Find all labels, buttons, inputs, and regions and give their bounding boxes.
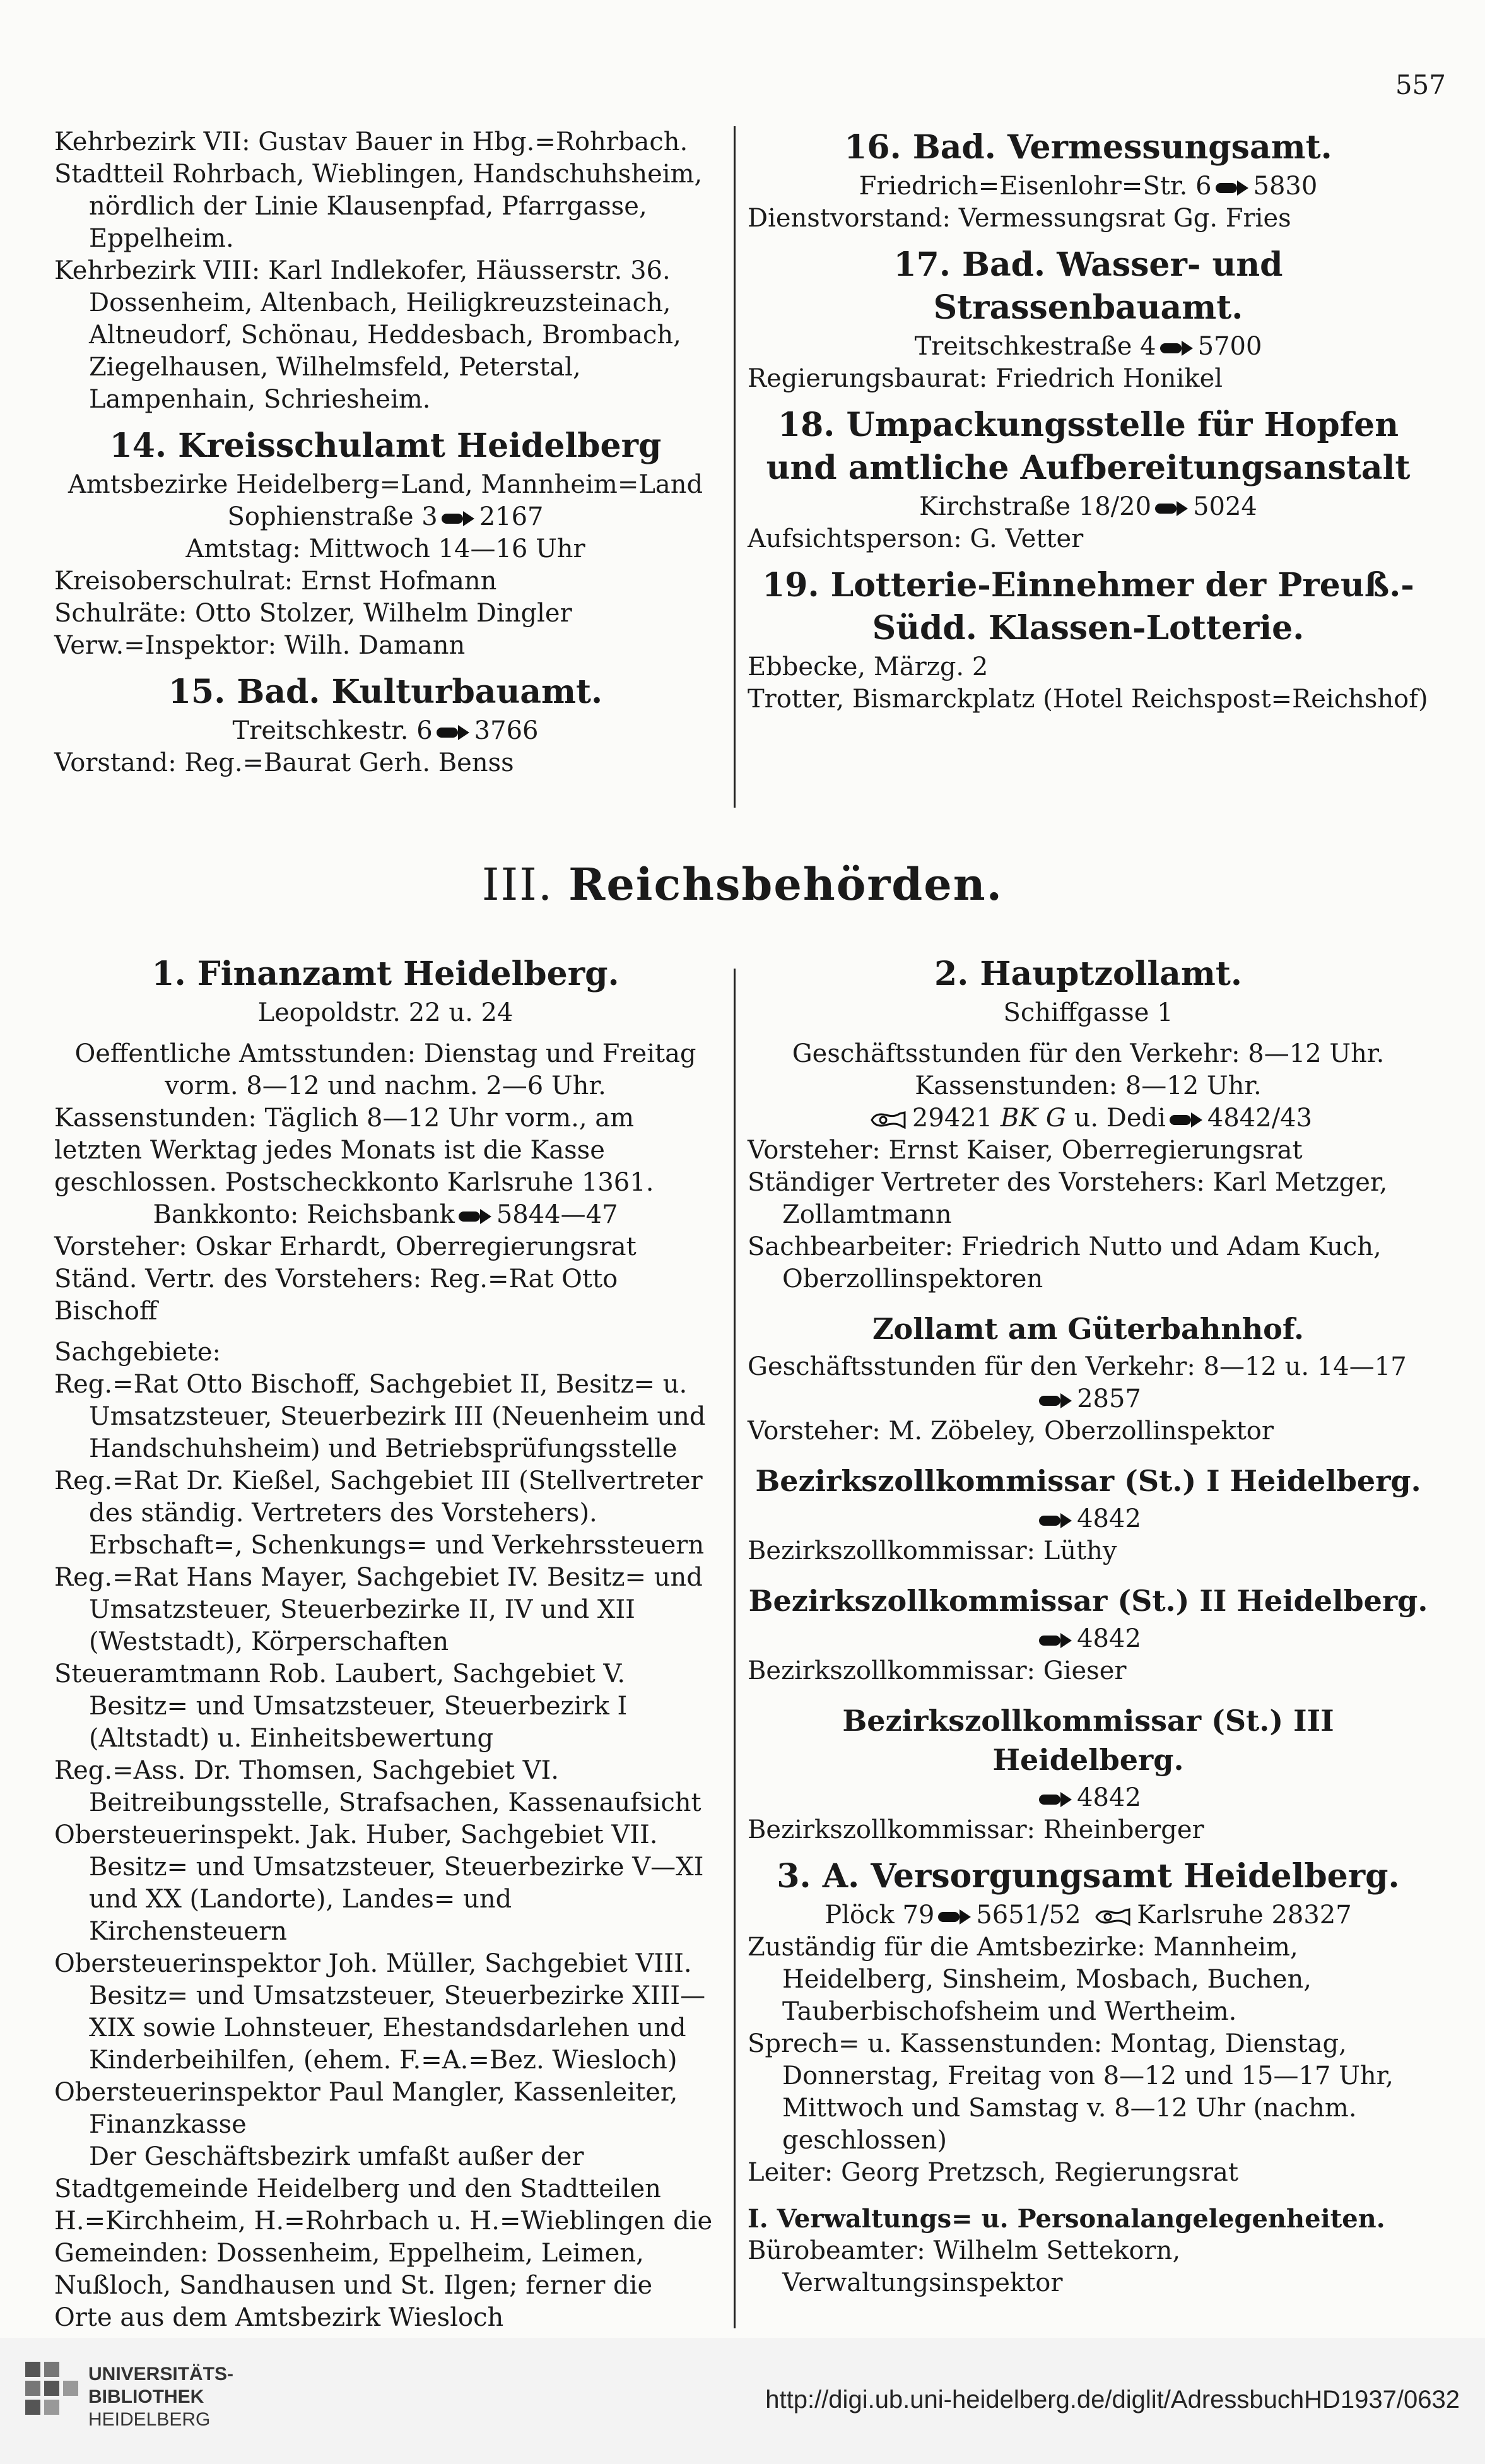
section-heading (0, 858, 1485, 911)
hauptzollamt-column (748, 953, 1429, 2299)
footer-bar (0, 2338, 1485, 2464)
sec14-address: Sophienstraße 3 (227, 502, 438, 531)
section-roman-numeral: III. (481, 859, 554, 911)
telephone-icon (1170, 1114, 1202, 1126)
sec17-phone: 5700 (1197, 332, 1262, 361)
gueterbahnhof-title: Zollamt am Güterbahnhof. (872, 1312, 1305, 1346)
finanzamt-line: Reg.=Rat Otto Bischoff, Sachgebiet II, Besitz= u. Umsatzsteuer, Steuerbezirk III (Neuenheim und Handschuhsheim) und Betriebsprüfungsstelle (54, 1370, 706, 1463)
sec16-line: Dienstvorstand: Vermessungsrat Gg. Fries (748, 204, 1291, 233)
versorgungsamt-address: Plöck 79 (825, 1901, 935, 1930)
library-logo-icon (25, 2357, 79, 2432)
hauptzollamt-title: 2. Hauptzollamt. (934, 955, 1242, 993)
sec14-districts: Amtsbezirke Heidelberg=Land, Mannheim=Land (68, 470, 703, 499)
hauptzollamt-line: Sachbearbeiter: Friedrich Nutto und Adam Kuch, Oberzollinspektoren (748, 1232, 1382, 1294)
finanzamt-line: Reg.=Rat Dr. Kießel, Sachgebiet III (Stellvertreter des ständig. Vertreters des Vorstehers). Erbschaft=, Schenkungs= und Verkehrssteuern (54, 1466, 705, 1560)
finanzamt-line: Ständ. Vertr. des Vorstehers: Reg.=Rat Otto Bischoff (54, 1264, 618, 1326)
sec14-hours: Amtstag: Mittwoch 14—16 Uhr (185, 534, 585, 563)
sec14-address-line (54, 501, 717, 533)
finanzamt-phone: 5844—47 (496, 1200, 618, 1229)
versorgungsamt-subline: Bürobeamter: Wilhelm Settekorn, Verwaltungsinspektor (748, 2236, 1181, 2297)
hauptzollamt-hours: Geschäftsstunden für den Verkehr: 8—12 Uhr. (792, 1039, 1385, 1068)
hauptzollamt-kasse: Kassenstunden: 8—12 Uhr. (915, 1071, 1262, 1100)
finanzamt-address: Leopoldstr. 22 u. 24 (257, 998, 514, 1027)
gueterbahnhof-line: Vorsteher: M. Zöbeley, Oberzollinspektor (748, 1417, 1274, 1446)
hauptzollamt-address: Schiffgasse 1 (1003, 998, 1173, 1027)
bezirk3-title: Bezirkszollkommissar (St.) III Heidelberg. (842, 1704, 1334, 1777)
finanzamt-hours: Oeffentliche Amtsstunden: Dienstag und Freitag vorm. 8—12 und nachm. 2—6 Uhr. (74, 1039, 696, 1100)
versorgungsamt-line: Sprech= u. Kassenstunden: Montag, Dienstag, Donnerstag, Freitag von 8—12 und 15—17 Uhr, Mittwoch und Samstag v. 8—12 Uhr (nachm. geschlossen) (748, 2029, 1394, 2155)
sec15-title: 15. Bad. Kulturbauamt. (168, 673, 603, 711)
finanzamt-line: Obersteuerinspekt. Jak. Huber, Sachgebiet VII. Besitz= und Umsatzsteuer, Steuerbezirke V—XI und XX (Landorte), Landes= und Kirchensteuern (54, 1820, 704, 1946)
hauptzollamt-line: Vorsteher: Ernst Kaiser, Oberregierungsrat (748, 1136, 1303, 1165)
sec18-phone: 5024 (1193, 492, 1257, 521)
telephone-icon (938, 1911, 971, 1923)
telephone-icon (442, 512, 474, 525)
bezirk3-line: Bezirkszollkommissar: Rheinberger (748, 1815, 1204, 1844)
versorgungsamt-contact-line (748, 1899, 1429, 1931)
library-name-line: BIBLIOTHEK (88, 2386, 204, 2407)
sec14-line: Verw.=Inspektor: Wilh. Damann (54, 631, 466, 660)
post-horn-icon (869, 1111, 907, 1129)
sec18-title: 18. Umpackungsstelle für Hopfen und amtliche Aufbereitungsanstalt (766, 406, 1411, 487)
telephone-icon (1039, 1793, 1072, 1806)
hauptzollamt-line: Ständiger Vertreter des Vorstehers: Karl Metzger, Zollamtmann (748, 1168, 1388, 1229)
telephone-icon (1039, 1514, 1072, 1527)
sec17-title: 17. Bad. Wasser- und Strassenbauamt. (893, 245, 1283, 327)
kehrbezirk-vii: Kehrbezirk VII: Gustav Bauer in Hbg.=Rohrbach. (54, 127, 688, 156)
bezirk3-phone: 4842 (1077, 1783, 1141, 1812)
column-divider (734, 126, 736, 808)
versorgungsamt-line: Leiter: Georg Pretzsch, Regierungsrat (748, 2158, 1238, 2187)
sec16-title: 16. Bad. Vermessungsamt. (844, 128, 1332, 167)
finanzamt-closing: Der Geschäftsbezirk umfaßt außer der Stadtgemeinde Heidelberg und den Stadtteilen H.=Kirchheim, H.=Rohrbach u. H.=Wieblingen die Gemeinden: Dossenheim, Eppelheim, Leimen, Nußloch, Sandhausen und St. Ilgen; ferner die Orte aus dem Amtsbezirk Wiesloch (54, 2142, 713, 2332)
versorgungsamt-title: 3. A. Versorgungsamt Heidelberg. (777, 1857, 1400, 1895)
finanzamt-kasse: Kassenstunden: Täglich 8—12 Uhr vorm., am letzten Werktag jedes Monats ist die Kasse geschlossen. Postscheckkonto Karlsruhe 1361. (54, 1104, 654, 1197)
sec14-line: Kreisoberschulrat: Ernst Hofmann (54, 567, 497, 596)
telephone-icon (1160, 342, 1193, 355)
sec17-line: Regierungsbaurat: Friedrich Honikel (748, 364, 1223, 393)
top-right-column (748, 126, 1429, 716)
bezirk2-phone-line (748, 1623, 1429, 1655)
sec16-phone: 5830 (1253, 172, 1318, 201)
section-title: Reichsbehörden. (568, 858, 1004, 911)
sec17-address: Treitschkestraße 4 (914, 332, 1156, 361)
telephone-icon (1216, 182, 1248, 194)
finanzamt-line: Reg.=Ass. Dr. Thomsen, Sachgebiet VI. Beitreibungsstelle, Strafsachen, Kassenaufsicht (54, 1756, 701, 1817)
source-url[interactable]: http://digi.ub.uni-heidelberg.de/diglit/AdressbuchHD1937/0632 (765, 2386, 1460, 2414)
telephone-icon (437, 726, 469, 739)
sec19-line: Ebbecke, Märzg. 2 (748, 652, 989, 681)
sec15-phone: 3766 (474, 716, 539, 745)
telephone-icon (1039, 1634, 1072, 1647)
finanzamt-bank-label: Bankkonto: Reichsbank (153, 1200, 455, 1229)
library-name-line: UNIVERSITÄTS- (88, 2364, 234, 2384)
finanzamt-line: Obersteuerinspektor Paul Mangler, Kassenleiter, Finanzkasse (54, 2078, 678, 2139)
sec18-address-line (748, 491, 1429, 523)
hauptzollamt-postcheck-code: BK G (1000, 1104, 1066, 1133)
gueterbahnhof-hours: Geschäftsstunden für den Verkehr: 8—12 u. 14—17 (748, 1352, 1407, 1381)
bezirk2-title: Bezirkszollkommissar (St.) II Heidelberg. (748, 1584, 1428, 1618)
gueterbahnhof-phone: 2857 (1077, 1384, 1141, 1413)
finanzamt-line: Obersteuerinspektor Joh. Müller, Sachgebiet VIII. Besitz= und Umsatzsteuer, Steuerbezirke XIII—XIX sowie Lohnsteuer, Ehestandsdarlehen und Kinderbeihilfen, (ehem. F.=A.=Bez. Wiesloch) (54, 1949, 706, 2075)
kehrbezirk-vii-areas: Stadtteil Rohrbach, Wieblingen, Handschuhsheim, nördlich der Linie Klausenpfad, Pfarrgasse, Eppelheim. (54, 160, 703, 253)
finanzamt-title: 1. Finanzamt Heidelberg. (151, 955, 619, 993)
telephone-icon (1155, 502, 1188, 515)
sec14-line: Schulräte: Otto Stolzer, Wilhelm Dingler (54, 599, 572, 628)
bezirk3-phone-line (748, 1782, 1429, 1814)
gueterbahnhof-phone-line (748, 1383, 1429, 1415)
bezirk1-line: Bezirkszollkommissar: Lüthy (748, 1536, 1117, 1565)
sec16-address: Friedrich=Eisenlohr=Str. 6 (859, 172, 1212, 201)
bezirk2-phone: 4842 (1077, 1624, 1141, 1653)
sec15-line: Vorstand: Reg.=Baurat Gerh. Benss (54, 748, 514, 777)
versorgungsamt-phone: 5651/52 (976, 1901, 1081, 1930)
versorgungsamt-postcheck: Karlsruhe 28327 (1137, 1901, 1352, 1930)
page-number: 557 (1395, 69, 1446, 100)
bezirk1-title: Bezirkszollkommissar (St.) I Heidelberg. (755, 1464, 1421, 1498)
sec19-title: 19. Lotterie-Einnehmer der Preuß.-Südd. Klassen-Lotterie. (762, 566, 1414, 647)
bezirk1-phone-line (748, 1503, 1429, 1535)
telephone-icon (459, 1210, 491, 1223)
finanzamt-column (54, 953, 717, 2334)
sec18-address: Kirchstraße 18/20 (919, 492, 1152, 521)
library-name-line: HEIDELBERG (88, 2409, 211, 2430)
versorgungsamt-subtitle: I. Verwaltungs= u. Personalangelegenheiten. (748, 2204, 1385, 2234)
sec15-address: Treitschkestr. 6 (232, 716, 433, 745)
sec15-address-line (54, 715, 717, 747)
hauptzollamt-postcheck: 29421 (912, 1104, 993, 1133)
hauptzollamt-phone: 4842/43 (1207, 1104, 1313, 1133)
finanzamt-line: Vorsteher: Oskar Erhardt, Oberregierungsrat (54, 1232, 637, 1261)
finanzamt-line: Reg.=Rat Hans Mayer, Sachgebiet IV. Besitz= und Umsatzsteuer, Steuerbezirke II, IV und XII (Weststadt), Körperschaften (54, 1563, 703, 1656)
finanzamt-line: Steueramtmann Rob. Laubert, Sachgebiet V. Besitz= und Umsatzsteuer, Steuerbezirk I (Altstadt) u. Einheitsbewertung (54, 1659, 628, 1753)
bezirk2-line: Bezirkszollkommissar: Gieser (748, 1656, 1127, 1685)
post-horn-icon (1094, 1908, 1132, 1926)
sec14-title: 14. Kreisschulamt Heidelberg (109, 427, 662, 465)
finanzamt-bank-line (54, 1199, 717, 1231)
kehrbezirk-viii: Kehrbezirk VIII: Karl Indlekofer, Häusserstr. 36. Dossenheim, Altenbach, Heiligkreuzsteinach, Altneudorf, Schönau, Heddesbach, Brombach, Ziegelhausen, Wilhelmsfeld, Peterstal, Lampenhain, Schriesheim. (54, 256, 681, 414)
telephone-icon (1039, 1394, 1072, 1407)
sec16-address-line (748, 170, 1429, 203)
finanzamt-line: Sachgebiete: (54, 1338, 221, 1367)
library-name (88, 2363, 233, 2431)
versorgungsamt-line: Zuständig für die Amtsbezirke: Mannheim, Heidelberg, Sinsheim, Mosbach, Buchen, Tauberbischofsheim und Wertheim. (748, 1933, 1312, 2026)
column-divider (734, 969, 736, 2328)
hauptzollamt-dedi: u. Dedi (1074, 1104, 1166, 1133)
sec17-address-line (748, 331, 1429, 363)
bezirk1-phone: 4842 (1077, 1504, 1141, 1533)
sec19-line: Trotter, Bismarckplatz (Hotel Reichspost=Reichshof) (748, 685, 1428, 714)
sec14-phone: 2167 (479, 502, 544, 531)
sec18-line: Aufsichtsperson: G. Vetter (748, 524, 1084, 553)
hauptzollamt-contact-line (748, 1102, 1429, 1135)
top-left-column (54, 126, 717, 779)
